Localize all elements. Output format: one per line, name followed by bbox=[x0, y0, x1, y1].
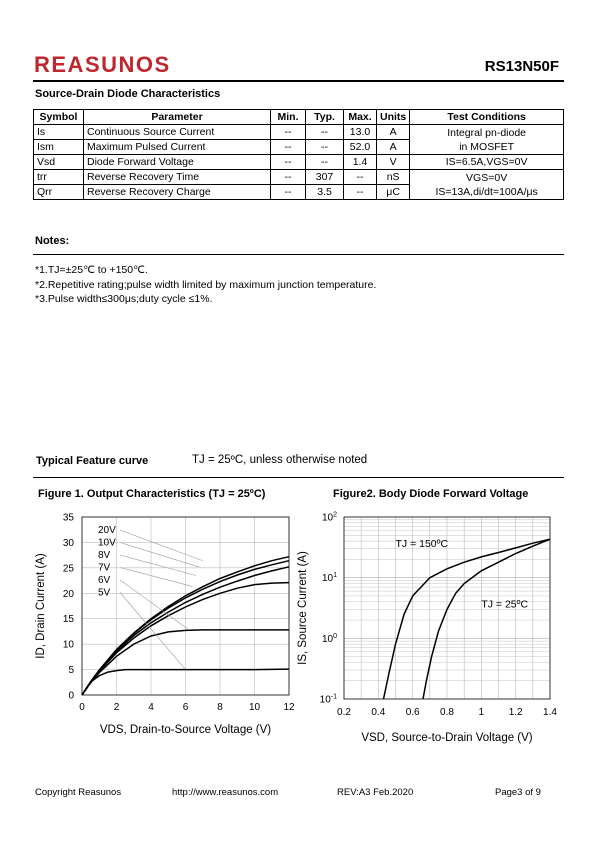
footer-revision: REV:A3 Feb.2020 bbox=[337, 787, 414, 798]
x-tick-label: 0.2 bbox=[337, 707, 351, 718]
y-tick-label: 25 bbox=[62, 563, 74, 575]
y-tick-label: 10 bbox=[62, 639, 74, 651]
condition-line: Integral pn-diode bbox=[447, 126, 527, 139]
y-tick-label: 30 bbox=[62, 537, 74, 549]
x-tick-label: 0 bbox=[79, 702, 85, 713]
col-header-max: Max. bbox=[344, 110, 377, 125]
y-axis-label: ID, Drain Current (A) bbox=[35, 553, 47, 659]
brand-logo: REASUNOS bbox=[34, 52, 171, 77]
cell-symbol: Is bbox=[34, 125, 84, 140]
diode-characteristics-table bbox=[33, 109, 564, 200]
cell-test-condition: IS=6.5A,VGS=0V bbox=[410, 155, 564, 170]
cell-test-condition bbox=[410, 170, 564, 200]
cell-min: -- bbox=[271, 140, 306, 155]
table-row bbox=[34, 155, 564, 170]
x-tick-label: 1 bbox=[478, 707, 485, 718]
x-tick-label: 12 bbox=[283, 702, 295, 713]
series-leader-line bbox=[120, 530, 203, 561]
cell-parameter: Reverse Recovery Charge bbox=[84, 185, 271, 200]
series-leader-line bbox=[120, 555, 196, 575]
y-tick-label: $10^0$ bbox=[321, 632, 337, 645]
x-tick-label: 10 bbox=[248, 702, 261, 713]
x-tick-label: 0.8 bbox=[440, 707, 454, 718]
footer-copyright: Copyright Reasunos bbox=[35, 787, 122, 798]
x-tick-label: 0.6 bbox=[405, 707, 420, 718]
series-label: TJ = 150ºC bbox=[395, 538, 449, 551]
cell-max: -- bbox=[344, 170, 377, 185]
series-line bbox=[423, 539, 550, 699]
col-header-parameter: Parameter bbox=[84, 110, 271, 125]
cell-parameter: Continuous Source Current bbox=[84, 125, 271, 140]
figure1-chart bbox=[30, 505, 300, 745]
series-label: 5V bbox=[98, 587, 111, 599]
cell-typ: 3.5 bbox=[306, 185, 344, 200]
cell-units: V bbox=[377, 155, 410, 170]
y-axis-label: IS, Source Current (A) bbox=[297, 551, 309, 665]
cell-max: 52.0 bbox=[344, 140, 377, 155]
cell-max: 13.0 bbox=[344, 125, 377, 140]
part-number: RS13N50F bbox=[484, 58, 559, 75]
cell-max: -- bbox=[344, 185, 377, 200]
series-label: 20V bbox=[98, 525, 116, 536]
cell-parameter: Reverse Recovery Time bbox=[84, 170, 271, 185]
col-header-min: Min. bbox=[271, 110, 306, 125]
x-tick-label: 6 bbox=[182, 702, 189, 713]
series-label: 8V bbox=[98, 550, 111, 561]
notes-divider bbox=[33, 254, 564, 255]
series-leader-line bbox=[120, 568, 192, 587]
cell-symbol: trr bbox=[34, 170, 84, 185]
y-tick-label: $10^1$ bbox=[321, 572, 337, 585]
y-tick-label: 20 bbox=[62, 588, 74, 600]
cell-min: -- bbox=[271, 125, 306, 140]
col-header-units: Units bbox=[377, 110, 410, 125]
figure1-title: Figure 1. Output Characteristics (TJ = 25ºC) bbox=[38, 488, 266, 500]
section-title: Source-Drain Diode Characteristics bbox=[35, 88, 221, 100]
condition-line: in MOSFET bbox=[459, 140, 515, 153]
feature-curve-title: Typical Feature curve bbox=[36, 455, 149, 467]
cell-typ: -- bbox=[306, 155, 344, 170]
cell-typ: 307 bbox=[306, 170, 344, 185]
table-row bbox=[34, 170, 564, 185]
x-axis-label: VSD, Source-to-Drain Voltage (V) bbox=[361, 732, 533, 744]
cell-units: nS bbox=[377, 170, 410, 185]
x-axis-label: VDS, Drain-to-Source Voltage (V) bbox=[99, 724, 272, 736]
cell-max: 1.4 bbox=[344, 155, 377, 170]
note-item: *2.Repetitive rating;pulse width limited by maximum junction temperature. bbox=[35, 279, 377, 291]
series-label: 6V bbox=[98, 575, 111, 586]
cell-symbol: Vsd bbox=[34, 155, 84, 170]
cell-typ: -- bbox=[306, 125, 344, 140]
x-tick-label: 2 bbox=[113, 702, 120, 713]
y-tick-label: 35 bbox=[62, 512, 74, 524]
header-divider bbox=[33, 80, 564, 82]
feature-divider bbox=[33, 477, 564, 478]
footer-page-number: Page3 of 9 bbox=[495, 787, 541, 798]
note-item: *1.TJ=±25℃ to +150℃. bbox=[35, 264, 148, 276]
col-header-typ: Typ. bbox=[306, 110, 344, 125]
x-tick-label: 8 bbox=[217, 702, 223, 713]
cell-symbol: Ism bbox=[34, 140, 84, 155]
cell-symbol: Qrr bbox=[34, 185, 84, 200]
col-header-symbol: Symbol bbox=[34, 110, 84, 125]
note-item: *3.Pulse width≤300μs;duty cycle ≤1%. bbox=[35, 293, 213, 305]
cell-units: μC bbox=[377, 185, 410, 200]
condition-line: IS=13A,di/dt=100A/μs bbox=[435, 185, 538, 198]
y-tick-label: $10^{-1}$ bbox=[319, 693, 337, 706]
x-tick-label: 1.4 bbox=[543, 707, 557, 718]
cell-typ: -- bbox=[306, 140, 344, 155]
x-tick-label: 0.4 bbox=[371, 707, 386, 718]
cell-parameter: Maximum Pulsed Current bbox=[84, 140, 271, 155]
series-line bbox=[384, 539, 551, 699]
series-label: 7V bbox=[98, 562, 111, 574]
cell-min: -- bbox=[271, 185, 306, 200]
condition-line: VGS=0V bbox=[466, 171, 508, 184]
table-header-row bbox=[34, 110, 564, 125]
cell-min: -- bbox=[271, 170, 306, 185]
series-label: TJ = 25ºC bbox=[481, 598, 529, 611]
x-tick-label: 1.2 bbox=[508, 707, 523, 718]
table-row bbox=[34, 125, 564, 140]
footer-website-link[interactable]: http://www.reasunos.com bbox=[172, 787, 279, 798]
cell-test-condition bbox=[410, 125, 564, 155]
figure2-chart bbox=[293, 505, 565, 750]
notes-title: Notes: bbox=[35, 235, 70, 247]
cell-min: -- bbox=[271, 155, 306, 170]
y-tick-label: $10^2$ bbox=[321, 511, 337, 524]
col-header-test-conditions: Test Conditions bbox=[410, 110, 564, 125]
y-tick-label: 15 bbox=[62, 614, 74, 626]
figure2-title: Figure2. Body Diode Forward Voltage bbox=[333, 488, 529, 500]
y-tick-label: 5 bbox=[68, 665, 74, 677]
y-tick-label: 0 bbox=[68, 690, 74, 702]
series-label: 10V bbox=[98, 537, 116, 549]
cell-units: A bbox=[377, 125, 410, 140]
x-tick-label: 4 bbox=[148, 702, 154, 713]
feature-curve-condition: TJ = 25ºC, unless otherwise noted bbox=[192, 454, 368, 466]
cell-units: A bbox=[377, 140, 410, 155]
cell-parameter: Diode Forward Voltage bbox=[84, 155, 271, 170]
